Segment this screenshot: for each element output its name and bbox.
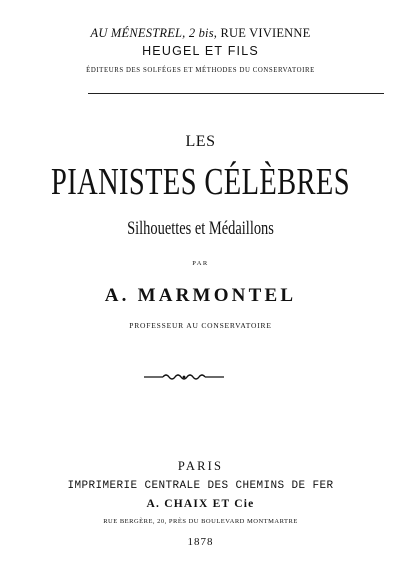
header-rule [88,93,384,94]
ornament-divider-icon [143,370,225,384]
publisher-address [0,27,401,40]
by-word: PAR [192,260,209,267]
book-subtitle: Silhouettes et Médaillons [127,218,274,239]
book-title: PIANISTES CÉLÈBRES [51,161,350,203]
publisher-description: ÉDITEURS DES SOLFÉGES ET MÉTHODES DU CONSERVATOIRE [86,67,315,74]
publisher-name: HEUGEL ET FILS [142,44,259,58]
imprint-street: RUE BERGÈRE, 20, PRÈS DU BOULEVARD MONTMARTRE [103,518,298,525]
author-name: A. MARMONTEL [104,285,297,306]
address-bis: bis [198,26,214,40]
imprint-printer: IMPRIMERIE CENTRALE DES CHEMINS DE FER [67,480,334,492]
author-role: PROFESSEUR AU CONSERVATOIRE [129,321,272,330]
imprint-year: 1878 [187,536,214,548]
title-article: LES [185,133,216,150]
address-prefix: AU MÉNESTREL, 2 [90,26,196,40]
imprint-printer-name: A. CHAIX ET Cie [146,498,255,510]
imprint-city: PARIS [177,459,224,473]
address-suffix: , RUE VIVIENNE [213,26,311,40]
